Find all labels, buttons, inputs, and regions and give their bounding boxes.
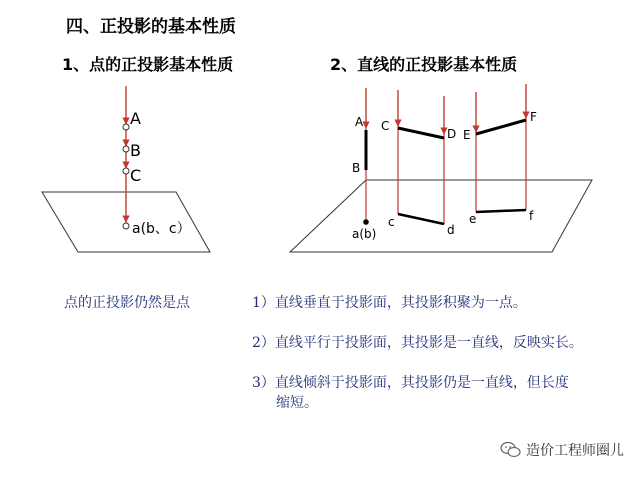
page-title: 四、正投影的基本性质 xyxy=(66,17,236,37)
wechat-icon xyxy=(500,441,522,459)
line-EF xyxy=(476,120,526,134)
line-property-1: 1）直线垂直于投影面，其投影积聚为一点。 xyxy=(252,295,527,311)
label-line-D: D xyxy=(447,127,457,141)
point-proj-marker xyxy=(123,223,129,229)
point-a-marker xyxy=(123,124,129,130)
point-property-note: 点的正投影仍然是点 xyxy=(64,295,190,311)
right-projection-plane xyxy=(290,180,592,252)
point-c-marker xyxy=(123,168,129,174)
label-line-c: c xyxy=(388,215,395,229)
line-cd-proj xyxy=(398,214,444,224)
label-line-E: E xyxy=(463,128,471,142)
line-CD xyxy=(398,128,444,138)
line-ef-proj xyxy=(476,210,526,212)
watermark-text: 造价工程师圈儿 xyxy=(526,443,624,459)
label-line-ab-proj: a(b) xyxy=(352,227,377,241)
label-line-C: C xyxy=(381,119,390,133)
line-property-3: 3）直线倾斜于投影面，其投影仍是一直线，但长度 xyxy=(252,375,569,391)
label-point-B: B xyxy=(130,141,141,160)
label-line-A: A xyxy=(355,115,364,129)
label-line-f: f xyxy=(529,209,534,223)
section1-heading: 1、点的正投影基本性质 xyxy=(62,55,234,74)
label-point-A: A xyxy=(130,109,141,128)
label-line-F: F xyxy=(530,110,537,124)
label-line-B: B xyxy=(352,161,361,175)
line-property-3-continued: 缩短。 xyxy=(276,395,318,411)
section2-heading: 2、直线的正投影基本性质 xyxy=(330,55,518,74)
point-b-marker xyxy=(123,146,129,152)
point-ab-proj xyxy=(363,219,369,225)
label-line-d: d xyxy=(447,223,455,237)
line-property-2: 2）直线平行于投影面，其投影是一直线，反映实长。 xyxy=(252,335,583,351)
label-point-proj: a(b、c） xyxy=(132,221,191,237)
label-point-C: C xyxy=(130,166,142,185)
label-line-e: e xyxy=(469,212,477,226)
watermark xyxy=(500,440,624,460)
